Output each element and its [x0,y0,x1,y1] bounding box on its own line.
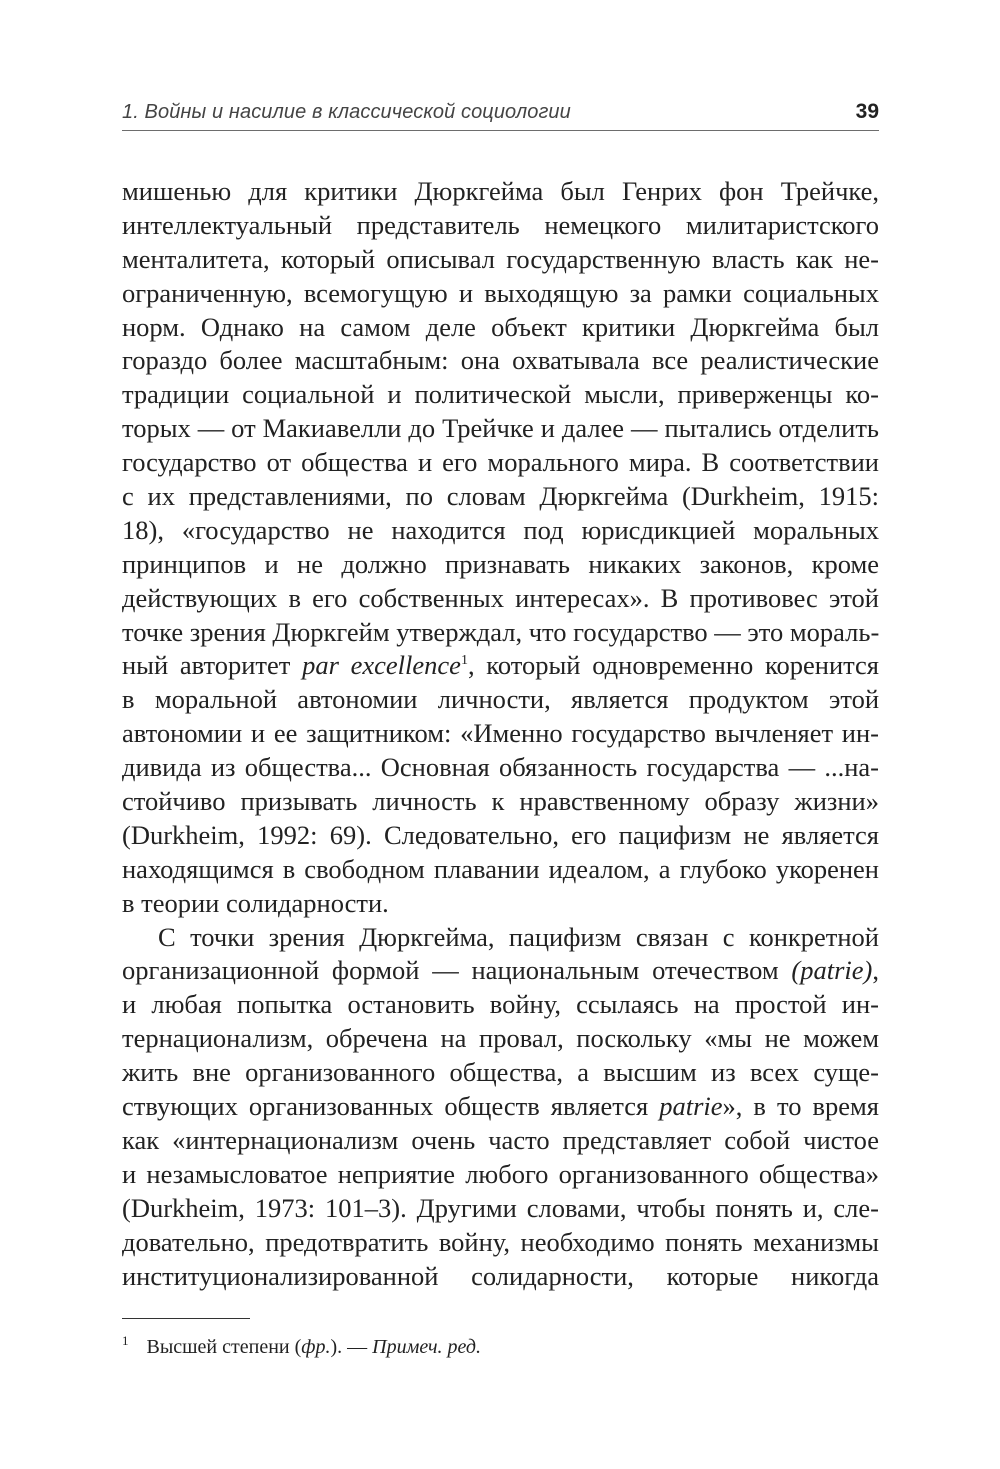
italic-term: patrie [659,1091,723,1122]
paragraph-last-line: в теории солидарности. [122,887,389,918]
footnote-divider [122,1318,250,1319]
text-line: (Durkheim, 1992: 69). Следовательно, его пацифизм не является [122,819,879,850]
text-line: довательно, предотвратить войну, необходимо понять механизмы [122,1226,879,1257]
text-line-with-footnote [122,649,879,683]
text-fragment: , который одновременно коренится [467,650,880,681]
text-line: норм. Однако на самом деле объект критики Дюркгейма был [122,311,879,342]
text-fragment: », в то время [722,1091,879,1122]
text-line: точке зрения Дюркгейм утверждал, что государство — это мораль- [122,616,880,647]
text-fragment: ствующих организованных обществ является [122,1091,660,1122]
text-line: (Durkheim, 1973: 101–3). Другими словами, чтобы понять и, сле- [122,1192,879,1223]
page-number: 39 [855,100,879,123]
running-head [122,100,879,131]
book-page [122,100,879,1293]
footnote-editor-note: Примеч. ред. [372,1336,482,1358]
footnote-text: ). — [330,1336,373,1358]
text-line: государство от общества и его морального мира. В соответствии [122,447,879,478]
text-line: ограниченную, всемогущую и выходящую за рамки социальных [122,277,879,308]
text-line: в моральной автономии личности, является продуктом этой [122,684,879,715]
main-text [122,175,879,1293]
text-line: жить вне организованного общества, а высшим из всех суще- [122,1057,879,1088]
text-line: дивида из общества... Основная обязанность государства — ...на- [122,752,879,783]
text-line: с их представлениями, по словам Дюркгейма (Durkheim, 1915: [122,481,879,512]
text-line: интеллектуальный представитель немецкого милитаристского [122,209,879,240]
text-line: действующих в его собственных интересах». В противовес этой [122,582,879,613]
text-fragment: , [872,955,879,986]
text-line: институционализированной солидарности, которые никогда [122,1260,879,1291]
running-title: 1. Войны и насилие в классической социологии [122,101,571,123]
text-line [122,1090,879,1124]
text-line: торых — от Макиавелли до Трейчке и далее — пытались отделить [122,413,879,444]
text-line: менталитета, который описывал государственную власть как не- [122,243,879,274]
text-line: стойчиво призывать личность к нравственному образу жизни» [122,786,879,817]
text-fragment: ный авторитет [122,650,303,681]
paragraph-first-line: С точки зрения Дюркгейма, пацифизм связан с конкретной [158,921,879,952]
text-line: и незамысловатое неприятие любого организованного общества» [122,1158,879,1189]
text-line [122,954,879,988]
text-line: как «интернационализм очень часто представляет собой чистое [122,1124,879,1155]
text-line: находящимся в свободном плавании идеалом, а глубоко укоренен [122,853,879,884]
italic-term: (patrie) [791,955,873,986]
footnote [122,1333,481,1359]
footnote-ref[interactable]: 1 [460,653,468,669]
text-line: и любая попытка остановить войну, ссылаясь на простой ин- [122,989,879,1020]
text-line: принципов и не должно признавать никаких законов, кроме [122,548,879,579]
text-line: мишенью для критики Дюркгейма был Генрих фон Трейчке, [122,176,879,206]
footnote-text: Высшей степени ( [146,1336,302,1358]
footnote-abbr: фр. [301,1336,331,1358]
text-line: 18), «государство не находится под юрисдикцией моральных [122,514,879,545]
footnote-mark: 1 [122,1333,129,1348]
text-line: автономии и ее защитником: «Именно государство вычленяет ин- [122,718,879,749]
italic-term: par excellence [302,650,461,681]
text-line: традиции социальной и политической мысли, приверженцы ко- [122,379,879,410]
text-line: гораздо более масштабным: она охватывала все реалистические [122,345,879,376]
text-fragment: организационной формой — национальным отечеством [122,955,792,986]
text-line: тернационализм, обречена на провал, поскольку «мы не можем [122,1023,879,1054]
